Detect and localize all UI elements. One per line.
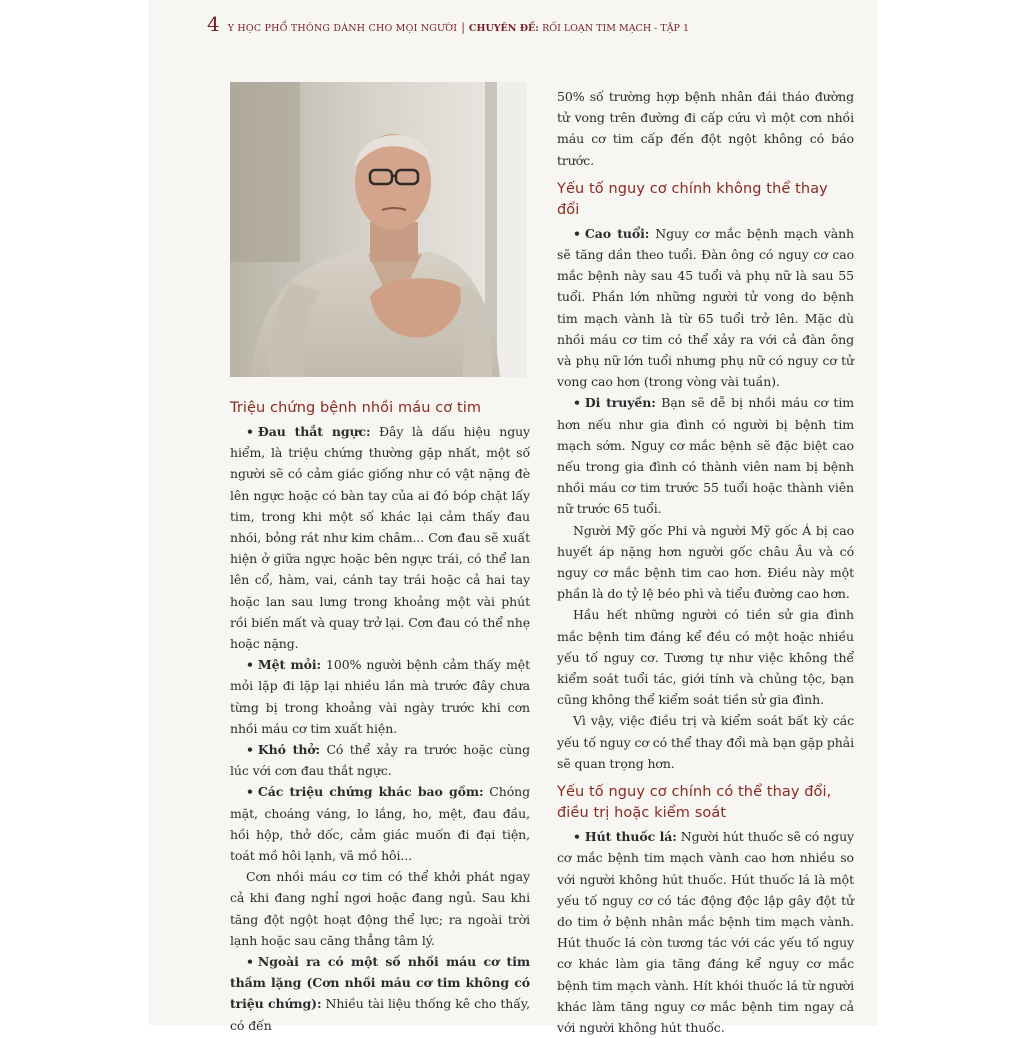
paragraph-family-history: Hầu hết những người có tiền sử gia đình mắc bệnh tim đáng kể đều có một hoặc nhiều yếu tố nguy cơ. Tương tự như việc không thể kiểm soát tuổi tác, giới tính và chủng tộc, bạn cũng không thể kiểm soát tiền sử gia đình. [557, 607, 854, 708]
label-other-symptoms: • Các triệu chứng khác bao gồm: [246, 784, 483, 799]
text-breathless: Có thể xảy ra trước hoặc cùng lúc với cơn đau thắt ngực. [230, 742, 530, 779]
background-right [874, 0, 1024, 1024]
right-column [557, 86, 854, 1038]
label-chest-pain: • Đau thắt ngực: [246, 424, 371, 439]
header-divider: | [461, 21, 465, 34]
paragraph-other-symptoms [230, 781, 530, 866]
book-page [150, 0, 876, 1035]
paragraph-ethnicity: Người Mỹ gốc Phi và người Mỹ gốc Á bị cao huyết áp nặng hơn người gốc châu Âu và có nguy cơ mắc bệnh tim cao hơn. Điều này một phần là do tỷ lệ béo phì và tiểu đường cao hơn. [557, 522, 854, 602]
paragraph-chest-pain [230, 421, 530, 654]
topic-label-text: CHUYÊN ĐỀ: [468, 23, 539, 34]
label-silent: • Ngoài ra có một số nhồi máu cơ tim thầm lặng (Cơn nhồi máu cơ tim không có triệu chứng): [230, 954, 530, 1011]
background-left [0, 0, 150, 1024]
paragraph-conclusion: Vì vậy, việc điều trị và kiểm soát bất kỳ các yếu tố nguy cơ có thể thay đổi mà bạn gặp phải sẽ quan trọng hơn. [557, 713, 854, 771]
section-heading-unmodifiable: Yếu tố nguy cơ chính không thể thay đổi [557, 180, 828, 218]
label-smoking: • Hút thuốc lá: [573, 829, 677, 844]
page-header [207, 12, 689, 36]
text-age: Nguy cơ mắc bệnh mạch vành sẽ tăng dần theo tuổi. Đàn ông có nguy cơ cao mắc bệnh này sau 45 tuổi và phụ nữ là sau 55 tuổi. Phần lớn những người tử vong do bệnh tim mạch vành là từ 65 tuổi trở lên. Mặc dù nhồi máu cơ tim có thể xảy ra với cả đàn ông và phụ nữ lớn tuổi nhưng phụ nữ có nguy cơ tử vong cao hơn (trong vòng vài tuần). [557, 225, 854, 390]
text-fatigue: 100% người bệnh cảm thấy mệt mỏi lặp đi lặp lại nhiều lần mà trước đây chưa từng bị trong khoảng vài ngày trước khi cơn nhồi máu cơ tim xuất hiện. [230, 657, 530, 736]
page-number: 4 [207, 12, 220, 36]
label-heredity: • Di truyền: [573, 395, 656, 410]
section-heading-symptoms: Triệu chứng bệnh nhồi máu cơ tim [230, 400, 482, 416]
label-fatigue: • Mệt mỏi: [246, 657, 321, 672]
paragraph-continuation: 50% số trường hợp bệnh nhân đái tháo đường tử vong trên đường đi cấp cứu vì một cơn nhồi máu cơ tim cấp đến đột ngột không có báo trước. [557, 89, 854, 168]
paragraph-fatigue [230, 654, 530, 739]
paragraph-age [557, 223, 854, 393]
paragraph-onset: Cơn nhồi máu cơ tim có thể khởi phát ngay cả khi đang nghỉ ngơi hoặc đang ngủ. Sau khi tăng đột ngột hoạt động thể lực; ra ngoài trời lạnh hoặc sau căng thẳng tâm lý. [230, 869, 530, 948]
text-other-symptoms: Chóng mặt, choáng váng, lo lắng, ho, mệt, đau đầu, hồi hộp, thở dốc, cảm giác muốn đi đại tiện, toát mồ hôi lạnh, vã mồ hôi... [230, 784, 530, 864]
paragraph-heredity [557, 392, 854, 519]
text-chest-pain: Đây là dấu hiệu nguy hiểm, là triệu chứng thường gặp nhất, một số người sẽ có cảm giác giống như có vật nặng đè lên ngực hoặc có bàn tay của ai đó bóp chặt lấy tim, trong khi một số khác lại cảm thấy đau nhói, bỏng rát như kim châm... Cơn đau sẽ xuất hiện ở giữa ngực hoặc bên ngực trái, có thể lan lên cổ, hàm, vai, cánh tay trái hoặc cả hai tay hoặc lan sau lưng trong khoảng một vài phút rồi biến mất và quay trở lại. Cơn đau có thể nhẹ hoặc nặng. [230, 424, 531, 652]
chest-pain-photo [230, 82, 527, 377]
label-age: • Cao tuổi: [573, 226, 649, 241]
topic-label [469, 23, 689, 34]
topic-value: RỐI LOẠN TIM MẠCH - TẬP 1 [542, 23, 690, 34]
paragraph-smoking [557, 826, 854, 1038]
text-silent: Nhiều tài liệu thống kê cho thấy, có đến [230, 996, 530, 1033]
section-heading-modifiable: Yếu tố nguy cơ chính có thể thay đổi, điều trị hoặc kiểm soát [557, 784, 832, 822]
paragraph-silent [230, 951, 530, 1036]
man-chest-pain-illustration [230, 82, 527, 377]
text-heredity: Bạn sẽ dễ bị nhồi máu cơ tim hơn nếu như gia đình có người bị bệnh tim mạch sớm. Nguy cơ mắc bệnh sẽ đặc biệt cao nếu trong gia đình có thành viên nam bị bệnh nhồi máu cơ tim trước 55 tuổi hoặc thành viên nữ trước 65 tuổi. [557, 395, 854, 517]
paragraph-breathless [230, 739, 530, 781]
left-column [230, 398, 530, 1036]
book-title: Y HỌC PHỔ THÔNG DÀNH CHO MỌI NGƯỜI [227, 23, 458, 34]
text-smoking: Người hút thuốc sẽ có nguy cơ mắc bệnh tim mạch vành cao hơn nhiều so với người không hút thuốc. Hút thuốc lá là một yếu tố nguy cơ có tác động độc lập gây đột tử do tim ở bệnh nhân mắc bệnh tim mạch vành. Hút thuốc lá còn tương tác với các yếu tố nguy cơ khác làm gia tăng đáng kể nguy cơ mắc bệnh tim mạch vành. Hít khói thuốc lá từ người khác làm tăng nguy cơ mắc bệnh tim ngay cả với người không hút thuốc. [557, 829, 854, 1035]
label-breathless: • Khó thở: [246, 742, 320, 757]
